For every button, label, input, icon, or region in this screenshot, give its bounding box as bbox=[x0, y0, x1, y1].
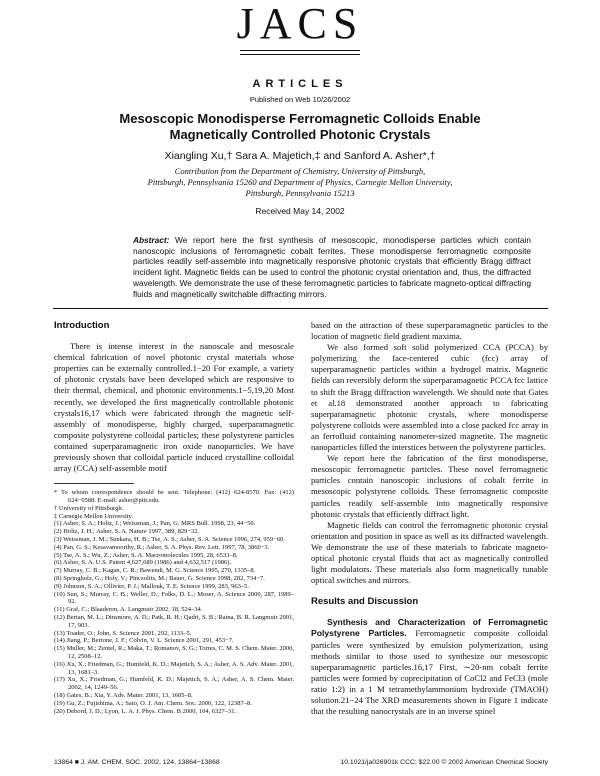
article-title bbox=[0, 111, 600, 143]
footnote-item: (5) Tse, A. S.; Wu, Z.; Asher, S. A. Macromolecules 1995, 28, 6533–8. bbox=[54, 551, 238, 559]
section-label: ARTICLES bbox=[252, 78, 348, 90]
footnote-item: (14) Jiang, P.; Bertone, J. F.; Colvin, V. L. Science 2001, 291, 453−7. bbox=[54, 637, 234, 645]
abstract-label: Abstract: bbox=[133, 235, 170, 245]
body-paragraph: We also formed soft solid polymerized CCA (PCCA) by polymerizing the face-centered cubic (fcc) array of superparamagnetic particles within a hydrogel matrix. Magnetic fields can reversibly deform the superparamagnetic PCCA fcc lattice to shift the Bragg diffraction wavelength. We should note that Gates et al.18 demonstrated another approach to fabricating superparamagnetic photonic crystals, where monodisperse polystyrene colloids were assembled into a close packed fcc array in an ferrofluid containing nanometer-sized magnetite. The magnetic nanoparticles filled the interstices between the polystyrene particles. bbox=[311, 342, 548, 453]
title-line: Magnetically Controlled Photonic Crystals bbox=[169, 127, 431, 142]
abstract bbox=[133, 235, 531, 299]
affiliation-line: Pittsburgh, Pennsylvania 15213 bbox=[245, 188, 355, 198]
footnote-item: (16) Xu, X.; Friedman, G.; Humfeld, K. D.; Majetich, S. A.; Asher, A. S. Adv. Mater. 2001, 13, 1681–3. bbox=[54, 660, 294, 676]
footnote-item: (8) Springholz, G.; Holy, V.; Pinczolits, M.; Bauer, G. Science 1998, 282, 734−7. bbox=[54, 574, 265, 582]
results-heading: Results and Discussion bbox=[311, 596, 419, 608]
footnote-item: * To whom correspondence should be sent. Telephone: (412) 624-8570. Fax: (412) 624−0588. E-mail: asher@pitt.edu. bbox=[54, 489, 294, 505]
affiliation-line: Contribution from the Department of Chemistry, University of Pittsburgh, bbox=[174, 166, 426, 176]
footnote-item: (7) Murray, C. B.; Kagan, C. R.; Bawendi, M. G. Science 1995, 270, 1335–8. bbox=[54, 567, 256, 575]
footnote-item: (13) Toader, O.; John, S. Science 2001, 292, 1133–5. bbox=[54, 629, 192, 637]
authors: Xiangling Xu,† Sara A. Majetich,‡ and Sanford A. Asher*,† bbox=[164, 150, 436, 162]
footnote-item: (15) Muller, M.; Zentel, R.; Maka, T.; Romanov, S. G.; Torres, C. M. S. Chem. Mater. 2000, 12, 2508–12. bbox=[54, 645, 294, 660]
footnote-item: (2) Holtz, J. H.; Asher, S. A. Nature 1997, 389, 829−32. bbox=[54, 528, 200, 536]
journal-logo: JACS bbox=[236, 0, 364, 48]
header-divider bbox=[53, 308, 548, 309]
logo-rule bbox=[240, 50, 360, 55]
intro-paragraph: There is intense interest in the nanoscale and mesoscale chemical fabrication of novel photonic crystal materials whose properties can be externally controlled.1−20 For example, a variety of photonic crystals have been developed which are responsive to their thermal, chemical, and photonic environments.1−5,19,20 Most recently, we developed the first magnetically controllable photonic crystals16,17 which were fabricated through the magnetic self-assembly of monodisperse, highly charged, superparamagnetic composite polystyrene colloidal particles; these polystyrene particles contained superparamagnetic iron oxide nanoparticles. We have previously shown that colloidal particle induced crystalline colloidal array (CCA) self-assemble motif bbox=[54, 341, 294, 474]
footnote-item: (6) Asher, S. A. U.S. Patent 4,627,689 (1986) and 4,632,517 (1986). bbox=[54, 559, 232, 567]
footer-doi: 10.1021/ja026901k CCC: $22.00 © 2002 American Chemical Society bbox=[340, 759, 548, 766]
footnote-item: (11) Graf, C.; Blaaderen, A. Langmuir 2002, 18, 524–34. bbox=[54, 606, 203, 614]
abstract-text: We report here the first synthesis of mesoscopic, monodisperse particles which contain nanoscopic inclusions of ferromagnetic cobalt ferrites. These monodisperse ferromagnetic composite particles readily self-assemble into magnetically responsive photonic crystals that efficiently Bragg diffract incident light. Magnetic fields can be used to control the photonic crystal orientation and, thus, the diffracted wavelength. We demonstrate the use of these ferromagnetic particles to fabricate magneto-optical diffracting fluids and magnetically switchable diffracting mirrors. bbox=[133, 235, 531, 299]
published-date: Published on Web 10/26/2002 bbox=[249, 95, 351, 104]
body-paragraph: We report here the fabrication of the first monodisperse, mesoscopic ferromagnetic particles. These novel ferromagnetic particles contain nanoscopic inclusions of cobalt ferrite in mesoscopic polystyrene colloids. These ferromagnetic composite particles readily self-assemble into magnetically responsive photonic crystals that efficiently diffract light. bbox=[311, 453, 548, 519]
footnote-item: (4) Pan, G. S.; Kesavamoorthy, R.; Asher, S. A. Phys. Rev. Lett. 1997, 78, 3860−3. bbox=[54, 543, 270, 551]
footnote-item: (17) Xu, X.; Friedman, G.; Humfeld, K. D.; Majetich, S. A.; Asher, A. S. Chem. Mater. 2002, 14, 1249–56. bbox=[54, 676, 294, 692]
footnote-item: (10) Sun, S.; Murray, C. B.; Weller, D.; Folks, D. L.; Moser, A. Science 2000, 287, 1989–92. bbox=[54, 590, 294, 606]
body-paragraph: based on the attraction of these superparamagnetic particles to the location of magnetic field gradient maxima. bbox=[311, 320, 548, 342]
footnote-item: (1) Asher, S. A.; Holtz, J.; Weissman, J.; Pan, G. MRS Bull. 1998, 23, 44−50. bbox=[54, 520, 256, 528]
received-date: Received May 14, 2002 bbox=[255, 206, 345, 216]
footnote-item: (3) Weissman, J. M.; Sunkara, H. B.; Tse, A. S.; Asher, S. A. Science 1996, 274, 959−60. bbox=[54, 536, 285, 543]
affiliation-line: Pittsburgh, Pennsylvania 15260 and Department of Physics, Carnegie Mellon University, bbox=[147, 177, 453, 187]
results-text: Ferromagnetic composite colloidal particles were synthesized by emulsion polymerization, using methods similar to those used to synthesize our mesoscopic superparamagnetic particles.16,17 First, ∼20-nm cobalt ferrite particles were formed by coprecipitation of CoCl2 and FeCl3 (mole ratio 1:2) in a 1 M tetramethylammonium hydroxide (TMAOH) solution.21−24 The XRD measurements shown in Figure 1 indicate that the resulting nanocrystals are in an inverse spinel bbox=[311, 628, 548, 717]
affiliation bbox=[0, 166, 600, 199]
footnote-item: (20) Debord, J. D.; Lyon, L. A. J. Phys. Chem. B 2000, 104, 6327–31. bbox=[54, 707, 237, 715]
footnote-rule bbox=[54, 483, 134, 484]
right-column bbox=[311, 320, 548, 717]
subsection-heading: Synthesis and Characterization of Ferromagnetic Polystyrene Particles. bbox=[311, 617, 548, 639]
footnote-item: (9) Johnson, S. A.; Ollivier, P. J.; Mallouk, T. E. Science 1999, 283, 963–5. bbox=[54, 582, 250, 590]
footnote-item: (12) Bertan, M. L.; Dinsmore, A. D.; Patk, R. H.; Qadri, S. B.; Ratna, B. R. Langmuir 2001, 17, 903. bbox=[54, 613, 294, 629]
footnote-item: (18) Gates, B.; Xia, Y. Adv. Mater. 2001, 13, 1605–8. bbox=[54, 691, 193, 699]
footer-citation: 13864 ■ J. AM. CHEM. SOC. 2002, 124, 13864−13868 bbox=[54, 759, 220, 766]
title-line: Mesoscopic Monodisperse Ferromagnetic Colloids Enable bbox=[119, 111, 481, 126]
left-column bbox=[54, 320, 294, 715]
footnote-item: (19) Gu, Z.; Fujishima, A.; Sato, O. J. Am. Chem. Soc. 2000, 122, 12387–8. bbox=[54, 699, 252, 707]
results-paragraph bbox=[311, 617, 548, 717]
footnote-item: ‡ Carnegie Mellon University. bbox=[54, 512, 134, 520]
intro-heading: Introduction bbox=[54, 320, 110, 331]
body-paragraph: Magnetic fields can control the ferromagnetic photonic crystal orientation and position in space as well as its diffracted wavelength. We demonstrate the use of these materials to fabricate magneto-optical photonic crystal fluids that act as magnetically controlled light modulators. These materials also form magnetically tunable optical switches and mirrors. bbox=[311, 519, 548, 586]
footnotes bbox=[54, 489, 294, 715]
footnote-item: † University of Pittsburgh. bbox=[54, 504, 124, 512]
page-footer bbox=[54, 759, 548, 766]
